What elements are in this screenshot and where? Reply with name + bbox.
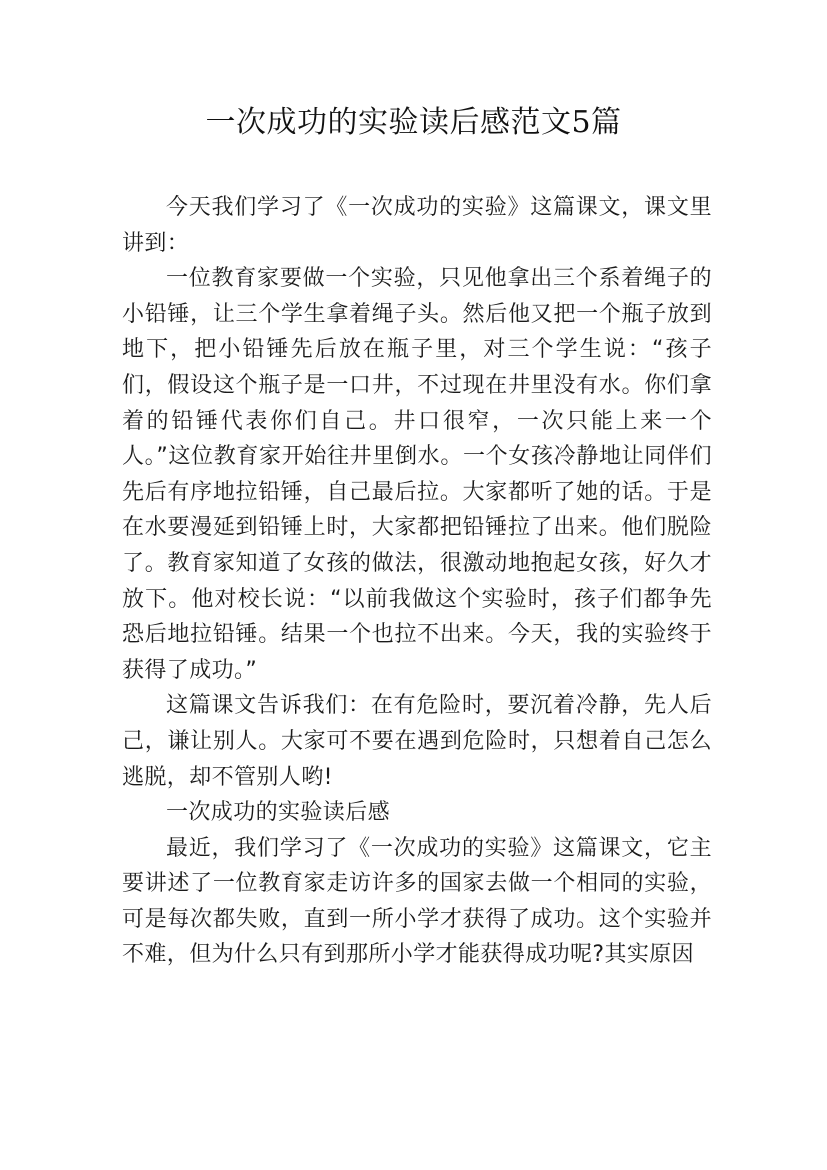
paragraph-story: 一位教育家要做一个实验，只见他拿出三个系着绳子的小铅锤，让三个学生拿着绳子头。然后他又把一个瓶子放到地下，把小铅锤先后放在瓶子里，对三个学生说：“孩子们，假设这个瓶子是一口井，不过现在井里没有水。你们拿着的铅锤代表你们自己。井口很窄，一次只能上来一个人。”这位教育家开始往井里倒水。一个女孩冷静地让同伴们先后有序地拉铅锤，自己最后拉。大家都听了她的话。于是在水要漫延到铅锤上时，大家都把铅锤拉了出来。他们脱险了。教育家知道了女孩的做法，很激动地抱起女孩，好久才放下。他对校长说：“以前我做这个实验时，孩子们都争先恐后地拉铅锤。结果一个也拉不出来。今天，我的实验终于获得了成功。” (122, 266, 712, 683)
paragraph-second-essay: 最近，我们学习了《一次成功的实验》这篇课文，它主要讲述了一位教育家走访许多的国家去做一个相同的实验，可是每次都失败，直到一所小学才获得了成功。这个实验并不难，但为什么只有到那所小学才能获得成功呢?其实原因 (122, 835, 712, 968)
paragraph-intro: 今天我们学习了《一次成功的实验》这篇课文，课文里讲到： (122, 195, 712, 256)
document-title: 一次成功的实验读后感范文5篇 (205, 105, 622, 140)
section-heading: 一次成功的实验读后感 (166, 800, 391, 826)
paragraph-lesson: 这篇课文告诉我们：在有危险时，要沉着冷静，先人后己，谦让别人。大家可不要在遇到危险时，只想着自己怎么逃脱，却不管别人哟! (122, 693, 712, 790)
document-body (122, 190, 712, 973)
